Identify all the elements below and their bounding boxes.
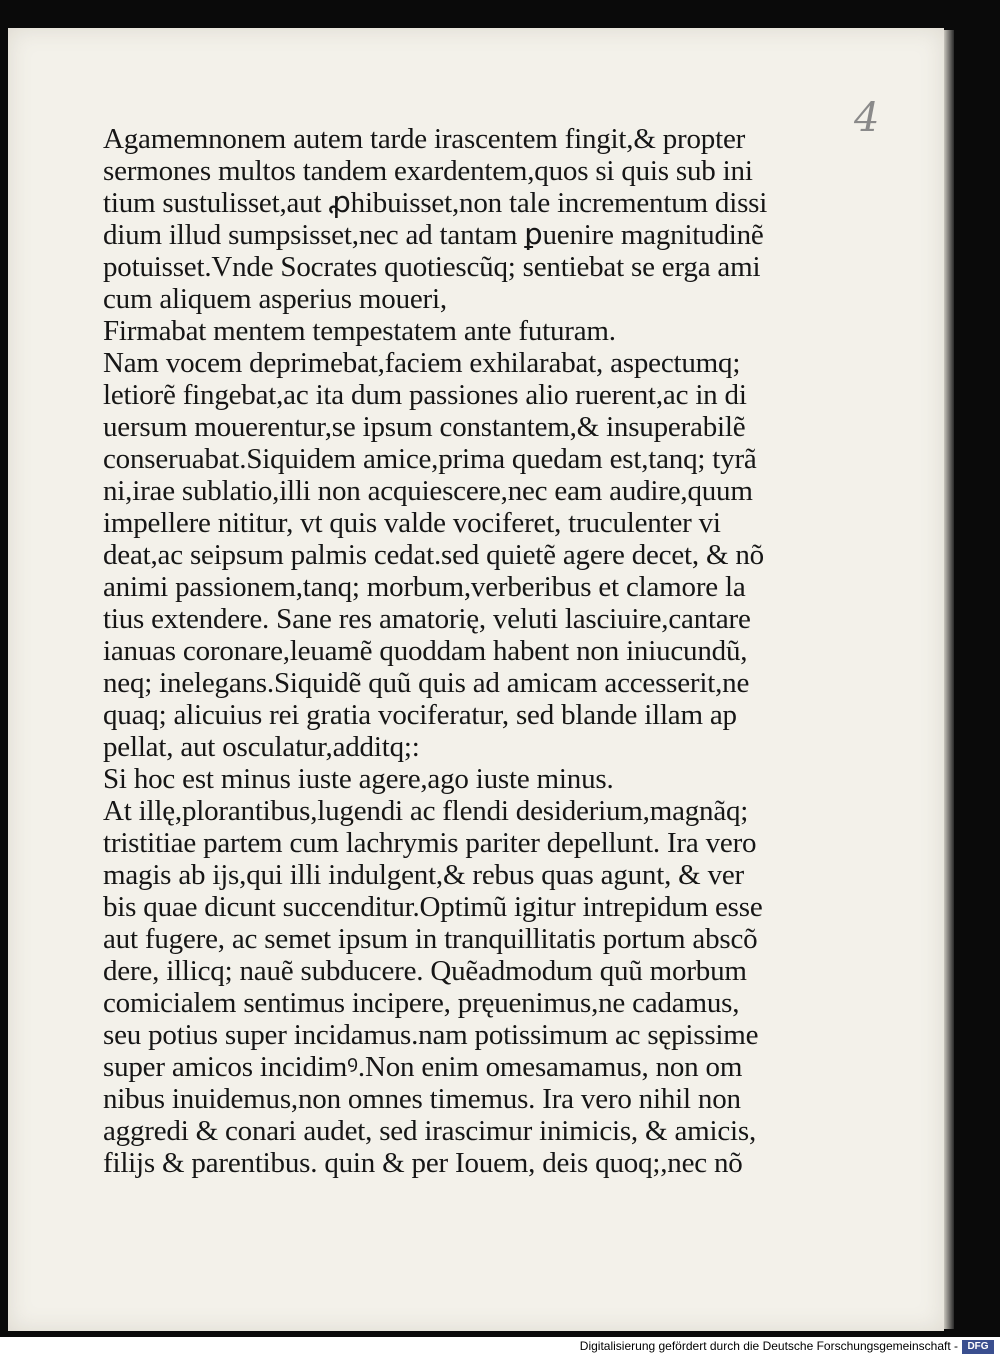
text-line: animi passionem,tanq; morbum,verberibus et clamore la <box>103 571 746 603</box>
folio-number: 4 <box>854 95 880 141</box>
dfg-logo: DFG <box>962 1340 994 1354</box>
text-line: At illę,plorantibus,lugendi ac flendi desiderium,magnãq; <box>103 795 749 827</box>
text-line: cum aliquem asperius moueri, <box>103 283 447 315</box>
text-line: bis quae dicunt succenditur.Optimũ igitur intrepidum esse <box>103 891 763 923</box>
funding-credit: Digitalisierung gefördert durch die Deutsche Forschungsgemeinschaft - <box>579 1339 958 1353</box>
text-line: tius extendere. Sane res amatorię, veluti lasciuire,cantare <box>103 603 751 635</box>
text-line: pellat, aut osculatur,additq;: <box>103 731 420 763</box>
text-line: comicialem sentimus incipere, pręuenimus,ne cadamus, <box>103 987 740 1019</box>
text-line: aggredi & conari audet, sed irascimur inimicis, & amicis, <box>103 1115 756 1147</box>
text-line: magis ab ijs,qui illi indulgent,& rebus quas agunt, & ver <box>103 859 745 891</box>
text-line: dere, illicq; nauẽ subducere. Quẽadmodum quũ morbum <box>103 955 747 987</box>
text-line: neq; inelegans.Siquidẽ quũ quis ad amicam accesserit,ne <box>103 667 750 699</box>
text-line: nibus inuidemus,non omnes timemus. Ira vero nihil non <box>103 1083 741 1115</box>
text-line: ni,irae sublatio,illi non acquiescere,nec eam audire,quum <box>103 475 753 507</box>
text-line: aut fugere, ac semet ipsum in tranquillitatis portum abscõ <box>103 923 758 955</box>
text-line: tristitiae partem cum lachrymis pariter depellunt. Ira vero <box>103 827 757 859</box>
text-line: Agamemnonem autem tarde irascentem fingit,& propter <box>103 123 746 155</box>
text-line: potuisset.Vnde Socrates quotiescũq; sentiebat se erga ami <box>103 251 761 283</box>
text-line: super amicos incidimꝰ.Non enim omesamamus, non om <box>103 1051 743 1083</box>
text-line: conseruabat.Siquidem amice,prima quedam est,tanq; tyrã <box>103 443 757 475</box>
text-line: deat,ac seipsum palmis cedat.sed quietẽ agere decet, & nõ <box>103 539 764 571</box>
footer-bar <box>0 1337 1000 1357</box>
text-line: impellere nititur, vt quis valde vociferet, truculenter vi <box>103 507 721 539</box>
text-line: uersum mouerentur,se ipsum constantem,& insuperabilẽ <box>103 411 746 443</box>
text-line: letiorẽ fingebat,ac ita dum passiones alio ruerent,ac in di <box>103 379 747 411</box>
text-line: filijs & parentibus. quin & per Iouem, deis quoq;,nec nõ <box>103 1147 743 1179</box>
text-block <box>103 123 853 1213</box>
text-line: ianuas coronare,leuamẽ quoddam habent non iniucundũ, <box>103 635 748 667</box>
page-edge <box>944 30 954 1329</box>
book-page <box>8 28 944 1331</box>
text-line: Firmabat mentem tempestatem ante futuram. <box>103 315 616 347</box>
text-line: seu potius super incidamus.nam potissimum ac sępissime <box>103 1019 759 1051</box>
text-line: Nam vocem deprimebat,faciem exhilarabat, aspectumq; <box>103 347 741 379</box>
text-line: quaq; alicuius rei gratia vociferatur, sed blande illam ap <box>103 699 737 731</box>
text-line: tium sustulisset,aut ꝓhibuisset,non tale incrementum dissi <box>103 187 768 219</box>
text-line: Si hoc est minus iuste agere,ago iuste minus. <box>103 763 614 795</box>
text-line: sermones multos tandem exardentem,quos si quis sub ini <box>103 155 753 187</box>
text-line: dium illud sumpsisset,nec ad tantam ꝑuenire magnitudinẽ <box>103 219 764 251</box>
